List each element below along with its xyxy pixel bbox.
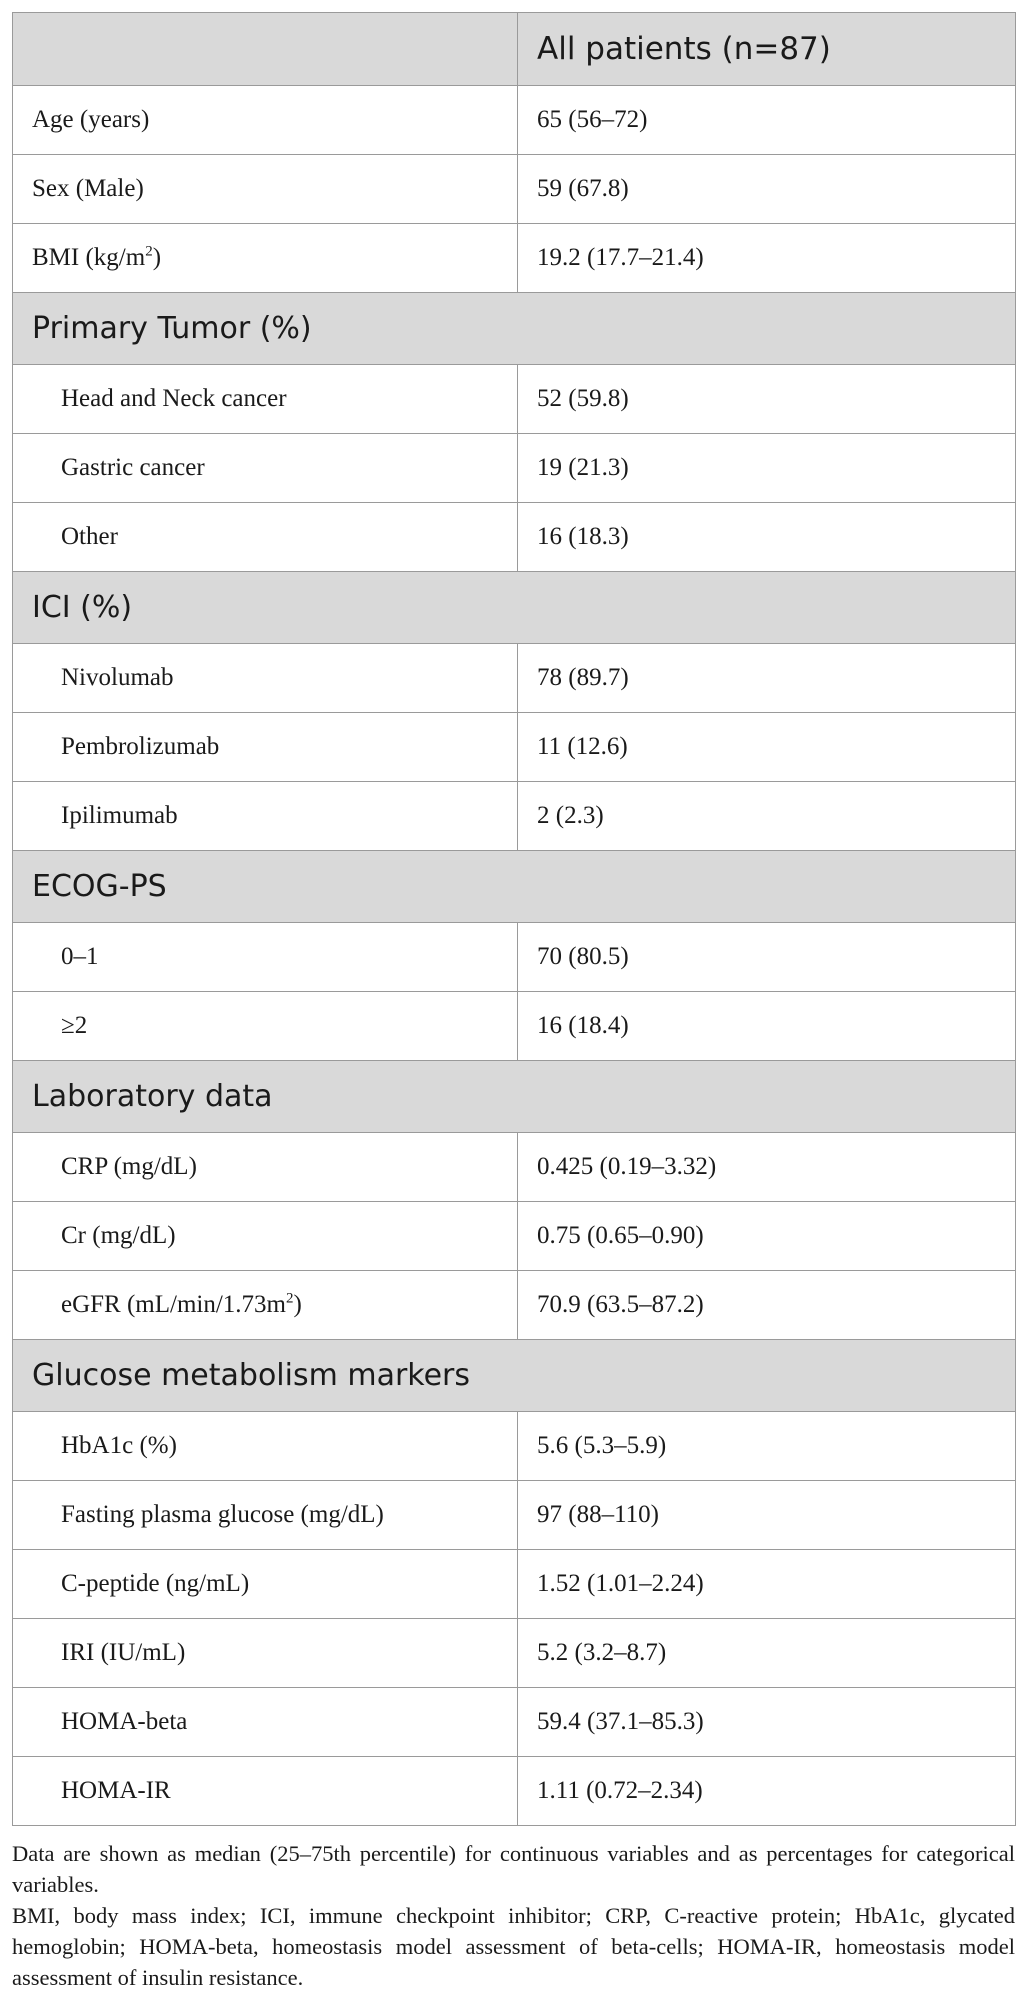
table-row <box>13 224 1016 293</box>
table-row <box>13 782 1016 851</box>
table-row <box>13 1481 1016 1550</box>
row-label: Cr (mg/dL) <box>13 1202 518 1271</box>
row-label: CRP (mg/dL) <box>13 1133 518 1202</box>
footnote: Data are shown as median (25–75th percentile) for continuous variables and as percentages for categorical variables. <box>12 1841 1015 1897</box>
row-label-suffix: ) <box>152 244 162 271</box>
row-value: 97 (88–110) <box>518 1481 1016 1550</box>
row-label: C-peptide (ng/mL) <box>13 1550 518 1619</box>
table-row <box>13 1202 1016 1271</box>
row-label: Head and Neck cancer <box>13 365 518 434</box>
table-row <box>13 1757 1016 1826</box>
row-label: Nivolumab <box>13 644 518 713</box>
row-value: 5.2 (3.2–8.7) <box>518 1619 1016 1688</box>
row-label <box>13 224 518 293</box>
table-row <box>13 155 1016 224</box>
table-row <box>13 1133 1016 1202</box>
table-row <box>13 434 1016 503</box>
row-label: Gastric cancer <box>13 434 518 503</box>
row-label: HbA1c (%) <box>13 1412 518 1481</box>
table-row <box>13 923 1016 992</box>
row-value: 1.11 (0.72–2.34) <box>518 1757 1016 1826</box>
section-title: Laboratory data <box>13 1061 1016 1133</box>
section-header-row <box>13 572 1016 644</box>
superscript: 2 <box>286 1290 294 1307</box>
table-row <box>13 992 1016 1061</box>
section-title: ICI (%) <box>13 572 1016 644</box>
row-value: 19.2 (17.7–21.4) <box>518 224 1016 293</box>
row-value: 2 (2.3) <box>518 782 1016 851</box>
row-label: Other <box>13 503 518 572</box>
row-label: Sex (Male) <box>13 155 518 224</box>
table-row <box>13 1550 1016 1619</box>
row-label: Age (years) <box>13 86 518 155</box>
row-label-text: BMI (kg/m <box>32 244 146 271</box>
row-value: 1.52 (1.01–2.24) <box>518 1550 1016 1619</box>
table-row <box>13 713 1016 782</box>
row-value: 19 (21.3) <box>518 434 1016 503</box>
row-label: Ipilimumab <box>13 782 518 851</box>
table-row <box>13 644 1016 713</box>
row-value: 5.6 (5.3–5.9) <box>518 1412 1016 1481</box>
table-row <box>13 365 1016 434</box>
patient-characteristics-table <box>12 12 1016 1826</box>
row-value: 16 (18.4) <box>518 992 1016 1061</box>
section-title: ECOG-PS <box>13 851 1016 923</box>
section-header-row <box>13 1340 1016 1412</box>
table-row <box>13 1688 1016 1757</box>
row-value: 52 (59.8) <box>518 365 1016 434</box>
superscript: 2 <box>145 243 153 260</box>
row-label: ≥2 <box>13 992 518 1061</box>
row-label-suffix: ) <box>293 1291 302 1318</box>
row-value: 11 (12.6) <box>518 713 1016 782</box>
table-row <box>13 1619 1016 1688</box>
row-value: 59.4 (37.1–85.3) <box>518 1688 1016 1757</box>
table-row <box>13 1412 1016 1481</box>
section-title: Glucose metabolism markers <box>13 1340 1016 1412</box>
row-value: 70.9 (63.5–87.2) <box>518 1271 1016 1340</box>
section-header-row <box>13 851 1016 923</box>
section-header-row <box>13 1061 1016 1133</box>
table-container <box>12 12 1015 1993</box>
row-value: 78 (89.7) <box>518 644 1016 713</box>
row-value: 0.425 (0.19–3.32) <box>518 1133 1016 1202</box>
row-value: 70 (80.5) <box>518 923 1016 992</box>
row-label: Pembrolizumab <box>13 713 518 782</box>
row-label: 0–1 <box>13 923 518 992</box>
footnote: BMI, body mass index; ICI, immune checkpoint inhibitor; CRP, C-reactive protein; HbA1c, glycated hemoglobin; HOMA-beta, homeostasis model assessment of beta-cells; HOMA-IR, homeostasis model assessment of insulin resistance. <box>12 1903 1015 1990</box>
row-label: Fasting plasma glucose (mg/dL) <box>13 1481 518 1550</box>
header-blank-cell <box>13 13 518 86</box>
row-value: 0.75 (0.65–0.90) <box>518 1202 1016 1271</box>
row-value: 59 (67.8) <box>518 155 1016 224</box>
section-title: Primary Tumor (%) <box>13 293 1016 365</box>
row-label-text: eGFR (mL/min/1.73m <box>61 1291 286 1318</box>
row-value: 16 (18.3) <box>518 503 1016 572</box>
section-header-row <box>13 293 1016 365</box>
row-label: IRI (IU/mL) <box>13 1619 518 1688</box>
header-all-patients: All patients (n=87) <box>518 13 1016 86</box>
table-row <box>13 503 1016 572</box>
table-header-row <box>13 13 1016 86</box>
row-label <box>13 1271 518 1340</box>
row-value: 65 (56–72) <box>518 86 1016 155</box>
table-row <box>13 1271 1016 1340</box>
row-label: HOMA-beta <box>13 1688 518 1757</box>
table-row <box>13 86 1016 155</box>
table-footnotes <box>12 1838 1015 1993</box>
row-label: HOMA-IR <box>13 1757 518 1826</box>
